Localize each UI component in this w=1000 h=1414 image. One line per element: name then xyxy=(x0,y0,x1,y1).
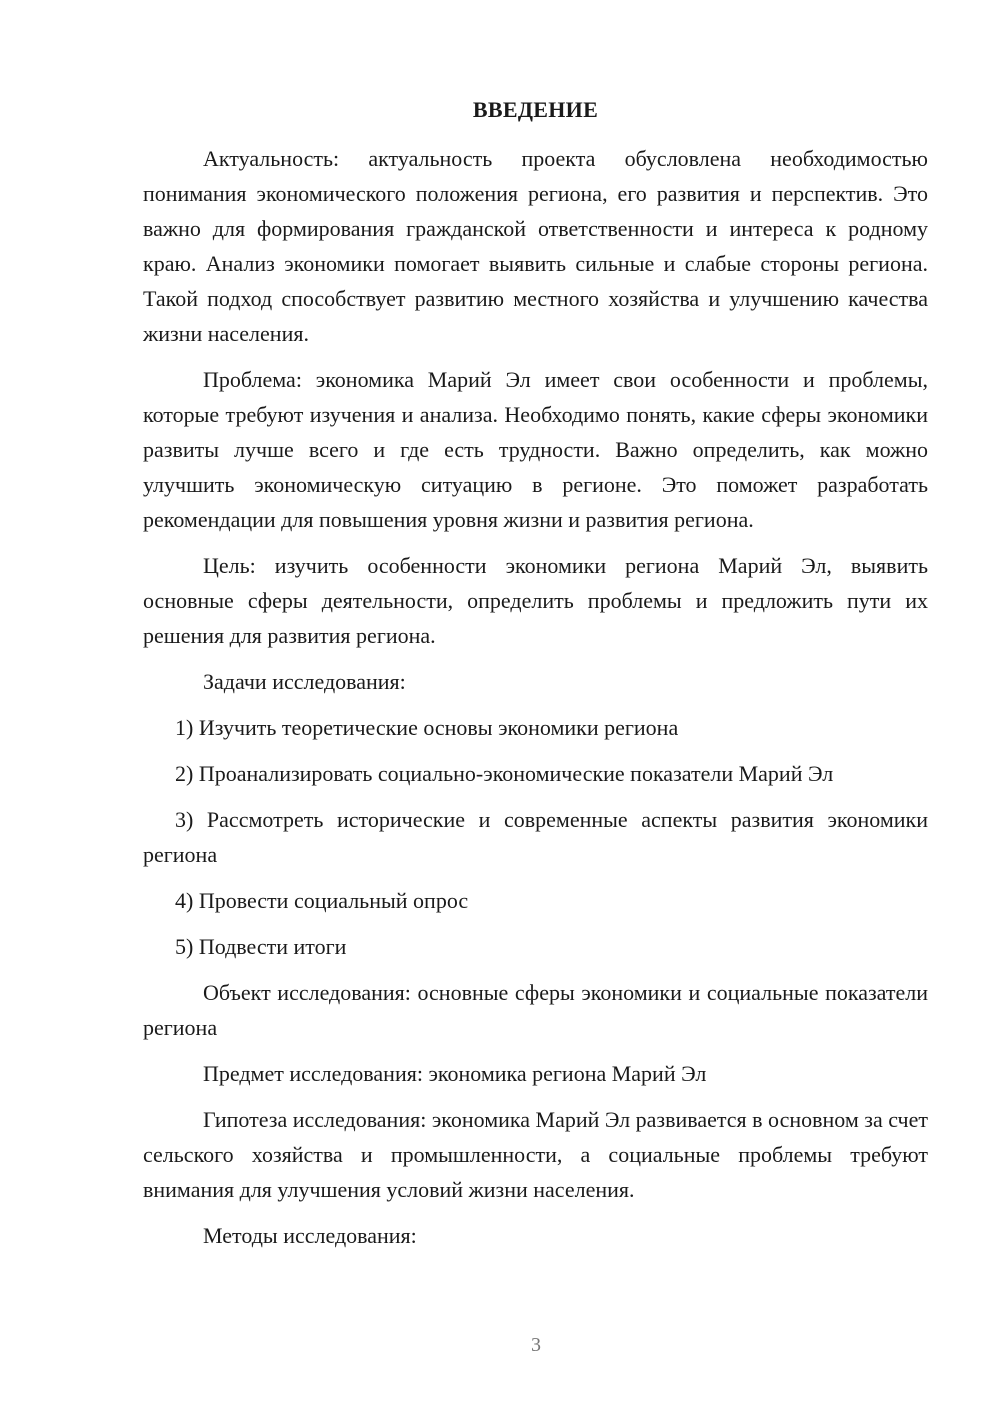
task-item-5: 5) Подвести итоги xyxy=(175,934,347,959)
hypothesis-paragraph: Гипотеза исследования: экономика Марий Эл развивается в основном за счет сельского хозяйства и промышленности, а социальные проблемы требуют внимания для улучшения условий жизни населения. xyxy=(143,1107,928,1202)
task-item-2: 2) Проанализировать социально-экономические показатели Марий Эл xyxy=(175,761,834,786)
relevance-paragraph: Актуальность: актуальность проекта обусловлена необходимостью понимания экономического положения региона, его развития и перспектив. Это важно для формирования гражданской ответственности и интереса к родному краю. Анализ экономики помогает выявить сильные и слабые стороны региона. Такой подход способствует развитию местного хозяйства и улучшению качества жизни населения. xyxy=(143,146,928,346)
page-number: 3 xyxy=(531,1334,541,1356)
tasks-heading: Задачи исследования: xyxy=(203,669,406,694)
goal-paragraph: Цель: изучить особенности экономики региона Марий Эл, выявить основные сферы деятельности, определить проблемы и предложить пути их решения для развития региона. xyxy=(143,553,928,648)
problem-paragraph: Проблема: экономика Марий Эл имеет свои особенности и проблемы, которые требуют изучения и анализа. Необходимо понять, какие сферы экономики развиты лучше всего и где есть трудности. Важно определить, как можно улучшить экономическую ситуацию в регионе. Это поможет разработать рекомендации для повышения уровня жизни и развития региона. xyxy=(143,367,928,532)
page-title: ВВЕДЕНИЕ xyxy=(472,97,599,122)
task-item-4: 4) Провести социальный опрос xyxy=(175,888,469,913)
task-item-1: 1) Изучить теоретические основы экономики региона xyxy=(175,715,679,740)
methods-heading: Методы исследования: xyxy=(203,1223,417,1248)
object-paragraph: Объект исследования: основные сферы экономики и социальные показатели региона xyxy=(143,980,928,1040)
document-body xyxy=(143,95,928,1264)
task-item-3: 3) Рассмотреть исторические и современные аспекты развития экономики региона xyxy=(143,807,928,867)
subject-paragraph: Предмет исследования: экономика региона Марий Эл xyxy=(203,1061,707,1086)
